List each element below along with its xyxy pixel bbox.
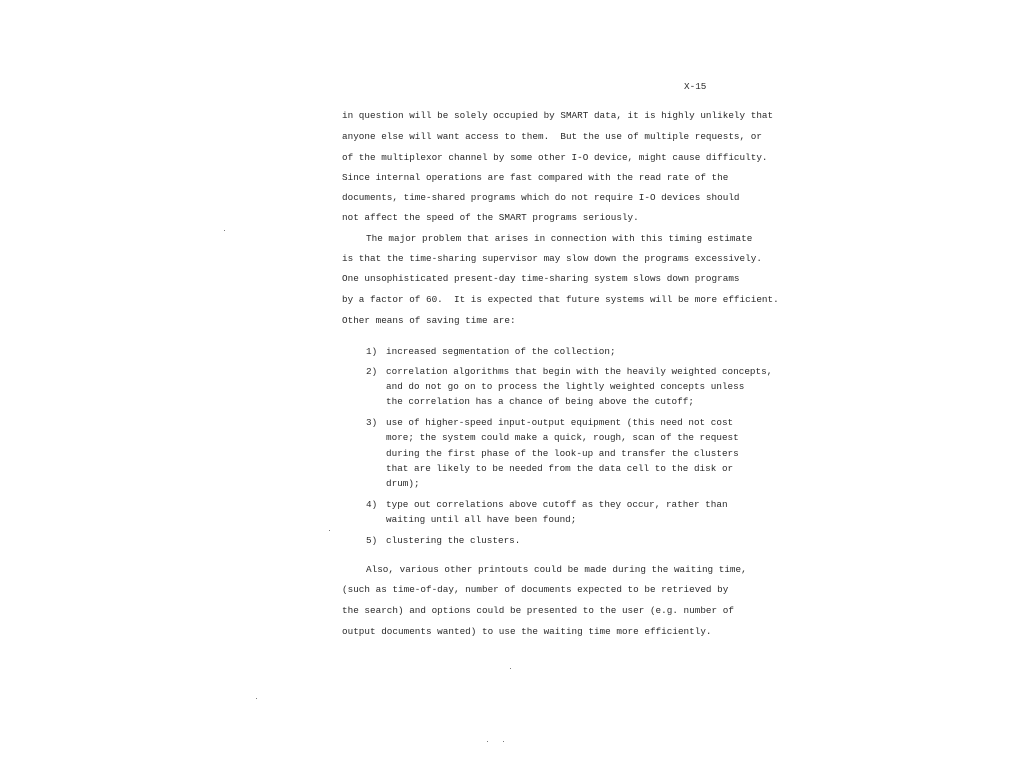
list-item-number: 3): [366, 417, 378, 428]
scan-speck: [224, 230, 225, 231]
list-item-text: waiting until all have been found;: [386, 514, 577, 525]
text-line: (such as time-of-day, number of documents expected to be retrieved by: [342, 584, 729, 595]
text-line: not affect the speed of the SMART programs seriously.: [342, 212, 639, 223]
scan-speck: [503, 741, 504, 742]
text-line: of the multiplexor channel by some other I-O device, might cause difficulty.: [342, 152, 768, 163]
text-line: documents, time-shared programs which do not require I-O devices should: [342, 192, 740, 203]
list-item-text: correlation algorithms that begin with the heavily weighted concepts,: [386, 366, 773, 377]
list-item-number: 5): [366, 535, 378, 546]
list-item-text: type out correlations above cutoff as they occur, rather than: [386, 499, 728, 510]
list-item-text: the correlation has a chance of being above the cutoff;: [386, 396, 694, 407]
list-item-text: increased segmentation of the collection;: [386, 346, 616, 357]
text-line: by a factor of 60. It is expected that future systems will be more efficient.: [342, 294, 779, 305]
text-line: in question will be solely occupied by SMART data, it is highly unlikely that: [342, 110, 774, 121]
text-line: anyone else will want access to them. But the use of multiple requests, or: [342, 131, 762, 142]
text-line: the search) and options could be presented to the user (e.g. number of: [342, 605, 734, 616]
text-line: is that the time-sharing supervisor may slow down the programs excessively.: [342, 253, 762, 264]
text-line: Also, various other printouts could be made during the waiting time,: [366, 564, 747, 575]
text-line: One unsophisticated present-day time-sharing system slows down programs: [342, 273, 740, 284]
list-item-number: 2): [366, 366, 378, 377]
text-line: output documents wanted) to use the waiting time more efficiently.: [342, 626, 712, 637]
list-item-number: 4): [366, 499, 378, 510]
text-line: Since internal operations are fast compared with the read rate of the: [342, 172, 729, 183]
list-item-text: clustering the clusters.: [386, 535, 521, 546]
list-item-text: that are likely to be needed from the data cell to the disk or: [386, 463, 734, 474]
text-line: Other means of saving time are:: [342, 315, 516, 326]
scan-speck: [256, 698, 257, 699]
scan-speck: [510, 668, 511, 669]
list-item-text: use of higher-speed input-output equipment (this need not cost: [386, 417, 734, 428]
scan-speck: [487, 741, 488, 742]
list-item-text: and do not go on to process the lightly weighted concepts unless: [386, 381, 745, 392]
page-number: X-15: [684, 81, 707, 92]
text-line: The major problem that arises in connection with this timing estimate: [366, 233, 753, 244]
list-item-text: more; the system could make a quick, rough, scan of the request: [386, 432, 739, 443]
scan-speck: [329, 530, 330, 531]
list-item-number: 1): [366, 346, 378, 357]
list-item-text: during the first phase of the look-up and transfer the clusters: [386, 448, 739, 459]
list-item-text: drum);: [386, 478, 420, 489]
